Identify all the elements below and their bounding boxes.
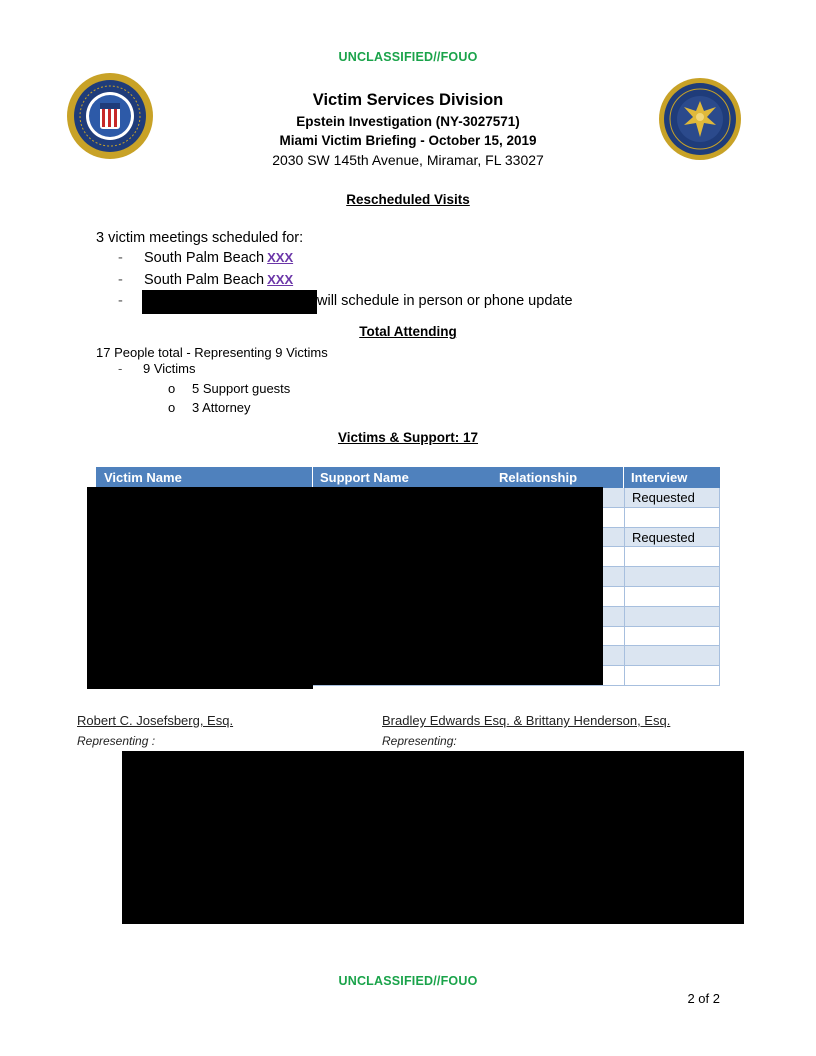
redaction-block bbox=[87, 487, 313, 689]
briefing-title: Miami Victim Briefing - October 15, 2019 bbox=[279, 133, 537, 148]
location-text: South Palm Beach bbox=[144, 272, 265, 288]
list-item bbox=[118, 272, 123, 288]
rescheduled-intro: 3 victim meetings scheduled for: bbox=[96, 230, 304, 246]
attorney-count: 3 Attorney bbox=[192, 400, 251, 415]
attending-heading: Total Attending bbox=[359, 324, 457, 339]
dash-bullet: - bbox=[118, 250, 123, 266]
attorney-right-representing: Representing: bbox=[382, 734, 457, 748]
location-link[interactable]: XXX bbox=[267, 272, 294, 287]
address: 2030 SW 145th Avenue, Miramar, FL 33027 bbox=[272, 152, 544, 168]
attorney-left-name: Robert C. Josefsberg, Esq. bbox=[77, 713, 234, 728]
division-title: Victim Services Division bbox=[312, 91, 504, 109]
col-interview: Interview bbox=[631, 470, 688, 485]
col-support-name: Support Name bbox=[320, 470, 409, 485]
bottom-classification: UNCLASSIFIED//FOUO bbox=[338, 974, 478, 988]
dash-bullet: - bbox=[118, 293, 123, 309]
col-victim-name: Victim Name bbox=[104, 470, 182, 485]
redaction-block bbox=[122, 751, 744, 924]
list-item bbox=[118, 293, 123, 309]
location-link[interactable]: XXX bbox=[267, 250, 294, 265]
top-classification: UNCLASSIFIED//FOUO bbox=[338, 50, 478, 64]
sub-bullet: o bbox=[168, 400, 176, 415]
interview-cell: Requested bbox=[632, 529, 695, 545]
schedule-note: will schedule in person or phone update bbox=[317, 293, 573, 309]
rescheduled-heading: Rescheduled Visits bbox=[346, 192, 470, 207]
redaction-block bbox=[313, 487, 603, 685]
support-guests: 5 Support guests bbox=[192, 381, 291, 396]
list-item bbox=[144, 250, 293, 266]
dash-bullet: - bbox=[118, 361, 123, 376]
attending-summary: 17 People total - Representing 9 Victims bbox=[96, 345, 328, 360]
page-number: 2 of 2 bbox=[687, 991, 720, 1006]
sub-bullet: o bbox=[168, 381, 176, 396]
location-text: South Palm Beach bbox=[144, 250, 265, 266]
investigation-title: Epstein Investigation (NY-3027571) bbox=[296, 114, 520, 129]
victims-table-heading: Victims & Support: 17 bbox=[337, 430, 479, 445]
redaction-block bbox=[142, 290, 317, 314]
dash-bullet: - bbox=[118, 272, 123, 288]
interview-cell: Requested bbox=[632, 490, 695, 505]
table-header-row bbox=[96, 467, 720, 488]
list-item bbox=[144, 272, 293, 288]
victims-count: 9 Victims bbox=[143, 361, 196, 376]
attorney-right-name: Bradley Edwards Esq. & Brittany Henderson, Esq. bbox=[382, 713, 671, 728]
attorney-left-representing: Representing : bbox=[77, 734, 156, 748]
list-item bbox=[118, 250, 123, 266]
col-relationship: Relationship bbox=[499, 470, 578, 485]
